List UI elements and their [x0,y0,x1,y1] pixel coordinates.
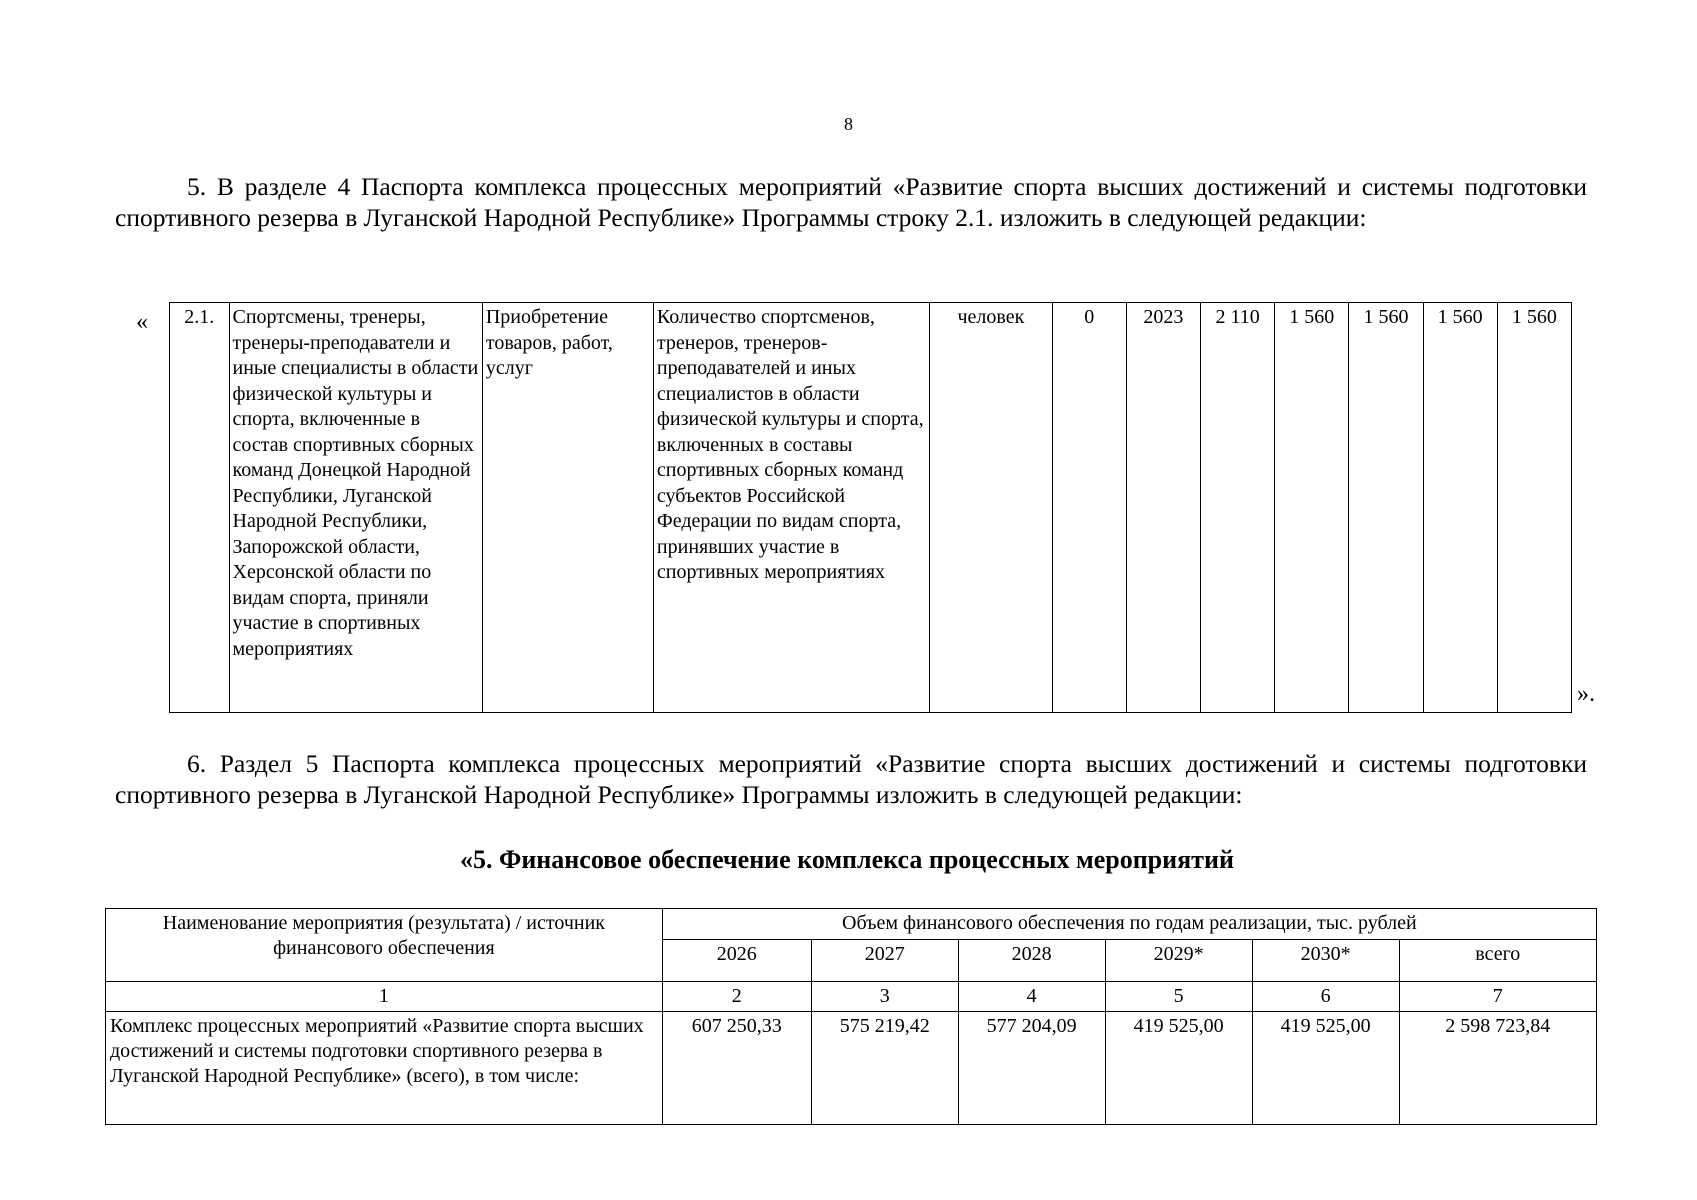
year-header: 2029* [1105,940,1252,982]
base-year-cell: 2023 [1126,303,1200,713]
row-name: Комплекс процессных мероприятий «Развитие спорта высших достижений и системы подготовки спортивного резерва в Луганской Народной Республике» (всего), в том числе: [106,1012,663,1125]
base-value-cell: 0 [1052,303,1126,713]
indicator-cell: Количество спортсменов, тренеров, тренеров-преподавателей и иных специалистов в области физической культуры и спорта, включенных в составы спортивных сборных команд субъектов Российской Федерации по видам спорта, принявших участие в спортивных мероприятиях [653,303,929,713]
amount-cell: 419 525,00 [1105,1012,1252,1125]
value-cell: 1 560 [1275,303,1349,713]
amount-cell: 575 219,42 [811,1012,958,1125]
total-header: всего [1399,940,1596,982]
section-heading: «5. Финансовое обеспечение комплекса процессных мероприятий [460,845,1234,874]
column-number: 4 [958,982,1105,1012]
value-cell: 1 560 [1423,303,1497,713]
amount-cell: 577 204,09 [958,1012,1105,1125]
column-number: 2 [662,982,811,1012]
table-header-row [106,909,1597,940]
name-header: Наименование мероприятия (результата) / источник финансового обеспечения [106,909,663,982]
table-row [170,303,1572,713]
value-cell: 1 560 [1497,303,1571,713]
column-number: 6 [1252,982,1399,1012]
amount-cell: 419 525,00 [1252,1012,1399,1125]
closing-quote: ». [1577,681,1595,707]
column-number: 5 [1105,982,1252,1012]
column-number: 1 [106,982,663,1012]
amendment-paragraph-6: 6. Раздел 5 Паспорта комплекса процессных мероприятий «Развитие спорта высших достижений и системы подготовки спортивного резерва в Луганской Народной Республике» Программы изложить в следующей редакции: [115,749,1587,809]
type-cell: Приобретение товаров, работ, услуг [482,303,653,713]
year-header: 2026 [662,940,811,982]
value-cell: 2 110 [1201,303,1275,713]
amount-cell: 607 250,33 [662,1012,811,1125]
year-header: 2028 [958,940,1105,982]
financing-table [105,908,1597,1125]
passport-row-table [169,302,1572,713]
row-number: 2.1. [170,303,230,713]
column-number: 7 [1399,982,1596,1012]
unit-cell: человек [929,303,1052,713]
year-header: 2027 [811,940,958,982]
volume-header: Объем финансового обеспечения по годам реализации, тыс. рублей [662,909,1596,940]
opening-quote: « [136,309,148,335]
column-number: 3 [811,982,958,1012]
column-numbers-row [106,982,1597,1012]
table-row [106,1012,1597,1125]
total-amount-cell: 2 598 723,84 [1399,1012,1596,1125]
participants-cell: Спортсмены, тренеры, тренеры-преподаватели и иные специалисты в области физической культуры и спорта, включенные в состав спортивных сборных команд Донецкой Народной Республики, Луганской Народной Республики, Запорожской области, Херсонской области по видам спорта, приняли участие в спортивных мероприятиях [229,303,482,713]
amendment-paragraph-5: 5. В разделе 4 Паспорта комплекса процессных мероприятий «Развитие спорта высших достижений и системы подготовки спортивного резерва в Луганской Народной Республике» Программы строку 2.1. изложить в следующей редакции: [115,172,1587,232]
page-number: 8 [844,114,853,134]
year-header: 2030* [1252,940,1399,982]
value-cell: 1 560 [1349,303,1423,713]
